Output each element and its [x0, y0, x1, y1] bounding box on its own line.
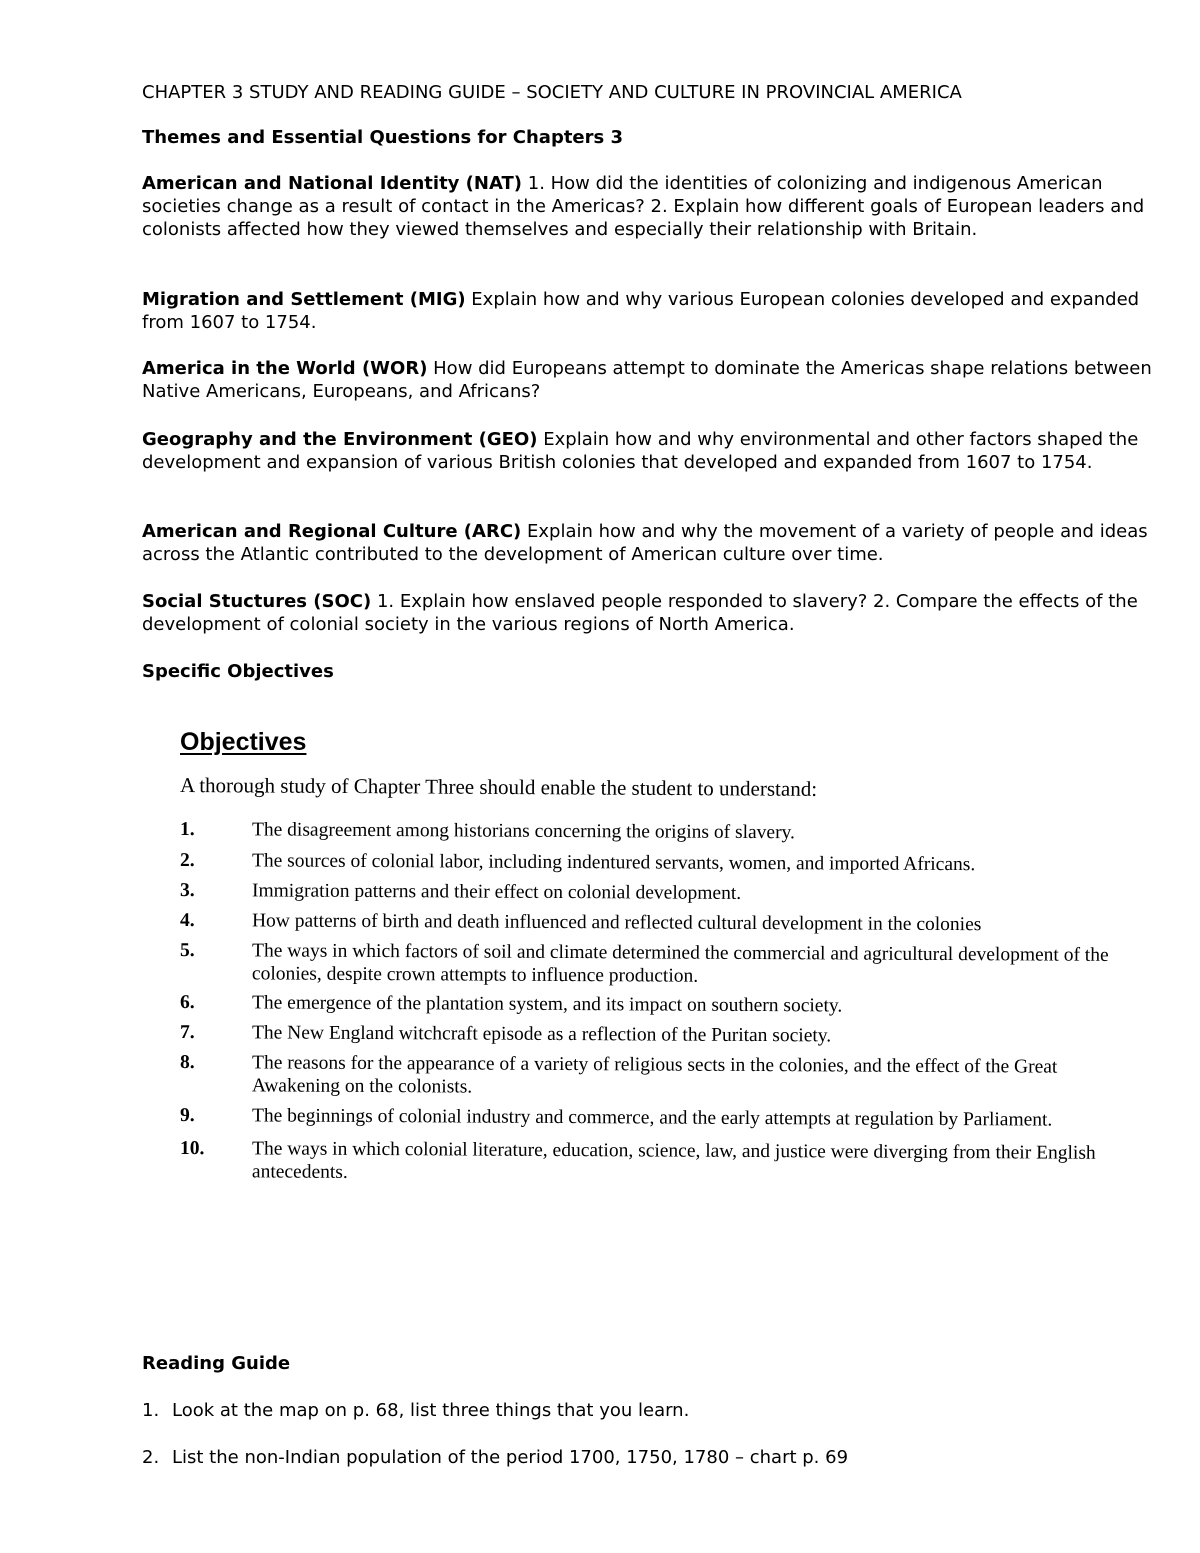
objective-text: The beginnings of colonial industry and commerce, and the early attempts at regulation by Parliament. [251, 1105, 1053, 1131]
objective-item [180, 818, 1140, 846]
themes-heading: Themes and Essential Questions for Chapters 3 [142, 127, 624, 148]
objective-number: 8. [180, 1052, 195, 1074]
theme-nat [142, 172, 1157, 241]
specific-objectives-heading: Specific Objectives [142, 661, 334, 682]
theme-text: 1. How did the identities of colonizing and indigenous American societies change as a result of contact in the Americas? 2. Explain how different goals of European leaders and colonists affected how they viewed themselves and especially their relationship with Britain. [142, 173, 1145, 240]
objective-number: 6. [179, 992, 195, 1014]
theme-label: American and Regional Culture (ARC) [142, 521, 522, 542]
objectives-list [180, 818, 1140, 1183]
objective-number: 7. [179, 1022, 195, 1044]
theme-label: Social Stuctures (SOC) [142, 591, 372, 612]
objective-number: 5. [180, 940, 195, 962]
theme-arc [142, 520, 1157, 566]
theme-mig [142, 288, 1157, 334]
objective-item [180, 879, 1140, 907]
theme-text: Explain how and why the movement of a variety of people and ideas across the Atlantic contributed to the development of American culture over time. [142, 521, 1148, 565]
theme-soc [142, 590, 1157, 636]
reading-guide-item [142, 1446, 848, 1469]
objective-text: How patterns of birth and death influenced and reflected cultural development in the colonies [251, 910, 982, 936]
objective-number: 1. [179, 819, 195, 841]
reading-guide-number: 2. [142, 1447, 160, 1468]
reading-guide-item [142, 1399, 689, 1422]
objective-text: The disagreement among historians concerning the origins of slavery. [251, 819, 795, 844]
theme-text: How did Europeans attempt to dominate the Americas shape relations between Native Americans, Europeans, and Africans? [142, 358, 1152, 402]
objective-item [180, 849, 1140, 877]
theme-label: American and National Identity (NAT) [142, 173, 523, 194]
objective-item [180, 939, 1140, 990]
theme-label: America in the World (WOR) [142, 358, 428, 379]
reading-guide-heading: Reading Guide [142, 1353, 291, 1374]
page-title: CHAPTER 3 STUDY AND READING GUIDE – SOCIETY AND CULTURE IN PROVINCIAL AMERICA [142, 82, 962, 103]
objectives-scan [180, 728, 1140, 1183]
objective-item [180, 909, 1140, 937]
objective-number: 2. [179, 850, 195, 872]
objective-text: Immigration patterns and their effect on colonial development. [251, 880, 742, 904]
objective-item [180, 991, 1140, 1019]
objective-item [180, 1021, 1140, 1049]
objective-text: The sources of colonial labor, including indentured servants, women, and imported Africans. [251, 850, 976, 876]
theme-wor [142, 357, 1157, 403]
objectives-intro: A thorough study of Chapter Three should enable the student to understand: [179, 773, 818, 801]
objective-number: 4. [179, 910, 195, 932]
reading-guide-text: Look at the map on p. 68, list three things that you learn. [172, 1400, 690, 1421]
objectives-title: Objectives [180, 728, 307, 756]
objective-number: 10. [180, 1138, 205, 1160]
objective-text: The ways in which colonial literature, education, science, law, and justice were diverging from their English antecedents. [251, 1138, 1096, 1183]
objective-item [180, 1104, 1140, 1132]
reading-guide-number: 1. [142, 1400, 160, 1421]
theme-text: Explain how and why environmental and other factors shaped the development and expansion of various British colonies that developed and expanded from 1607 to 1754. [142, 429, 1139, 473]
objective-text: The reasons for the appearance of a variety of religious sects in the colonies, and the effect of the Great Awakening on the colonists. [251, 1052, 1058, 1098]
objective-item [180, 1051, 1140, 1102]
objective-text: The ways in which factors of soil and climate determined the commercial and agricultural development of the colonies, despite crown attempts to influence production. [251, 940, 1109, 987]
theme-geo [142, 428, 1157, 474]
theme-text: 1. Explain how enslaved people responded to slavery? 2. Compare the effects of the development of colonial society in the various regions of North America. [142, 591, 1138, 635]
objective-number: 9. [179, 1105, 195, 1127]
objective-text: The emergence of the plantation system, and its impact on southern society. [251, 992, 843, 1017]
theme-label: Migration and Settlement (MIG) [142, 289, 466, 310]
reading-guide-text: List the non-Indian population of the period 1700, 1750, 1780 – chart p. 69 [172, 1447, 849, 1468]
objective-text: The New England witchcraft episode as a reflection of the Puritan society. [251, 1022, 832, 1047]
objective-number: 3. [179, 880, 195, 902]
theme-label: Geography and the Environment (GEO) [142, 429, 538, 450]
theme-text: Explain how and why various European colonies developed and expanded from 1607 to 1754. [142, 289, 1140, 333]
objective-item [180, 1137, 1140, 1188]
